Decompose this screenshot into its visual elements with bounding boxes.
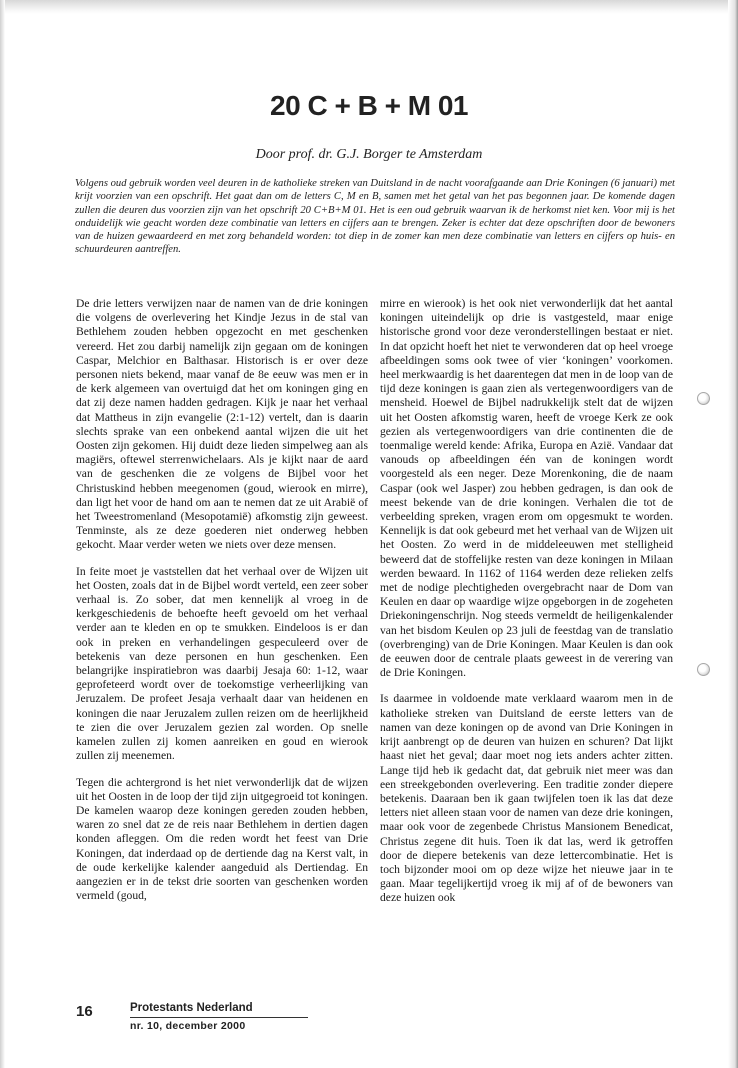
column-right (380, 297, 673, 918)
column-left (76, 297, 368, 915)
left-paragraph-3: Tegen die achtergrond is het niet verwonderlijk dat de wijzen uit het Oosten in de loop der tijd zijn uitgegroeid tot koningen. De kamelen waarop deze koningen gereden zouden hebben, waren zo snel dat ze de reis naar Bethlehem in dertien dagen konden afleggen. Om die reden wordt het feest van Drie Koningen, dat inderdaad op de dertiende dag na Kerst valt, in de oude kerkelijke kalender aangeduid als Dertiendag. En aangezien er in de tekst drie soorten van geschenken worden vermeld (goud, (76, 775, 368, 903)
punch-hole-top (697, 392, 710, 405)
punch-hole-bottom (697, 663, 710, 676)
article-title: 20 C + B + M 01 (270, 90, 468, 121)
left-paragraph-1: De drie letters verwijzen naar de namen van de drie koningen die volgens de overlevering het Kindje Jezus in de stal van Bethlehem zouden hebben opgezocht en met geschenken vereerd. Het zou darbij namelijk zijn gegaan om de koningen Caspar, Melchior en Balthasar. Historisch is er over deze personen niets bekend, maar vanaf de 8e eeuw was men er in de kerk algemeen van overtuigd dat het om koningen ging en dat zij deze namen hadden gedragen. Kijk je naar het verhaal dat Mattheus in zijn evangelie (2:1-12) vertelt, dan is daarin slechts sprake van een onbekend aantal wijzen die uit het Oosten zijn gekomen. Hij duidt deze lieden simpelweg aan als magiërs, oftewel sterrenwichelaars. Als je kijkt naar de aard van de geschenken die ze volgens de Bijbel voor het Christuskind hebben meegenomen (goud, wierook en mirre), dan ligt het voor de hand om aan te nemen dat ze uit Arabië of het Tweestromenland (Mesopotamië) afkomstig zijn geweest. Tenminste, als ze deze goederen niet onderweg hebben gekocht. Maar verder weten we niets over deze mensen. (76, 297, 368, 552)
article-intro: Volgens oud gebruik worden veel deuren in de katholieke streken van Duitsland in de nacht voorafgaande aan Drie Koningen (6 januari) met krijt voorzien van een opschrift. Het gaat dan om de letters C, M en B, samen met het getal van het pas begonnen jaar. De komende dagen zullen die deuren dus voorzien zijn van het opschrift 20 C+B+M 01. Het is een oud gebruik waarvan ik de herkomst niet ken. Voor mij is het onduidelijk wie geacht worden deze combinatie van letters en cijfers aan te brengen. Zeker is echter dat deze opschriften door de bewoners van de huizen gewaardeerd en met zorg behandeld worden: tot diep in de zomer kan men deze combinatie van letters en cijfers op huis- en schuurdeuren aantreffen. (75, 178, 675, 256)
footer-rule (130, 1017, 308, 1018)
left-paragraph-2: In feite moet je vaststellen dat het verhaal over de Wijzen uit het Oosten, zoals dat in de Bijbel wordt verteld, een zeer sober verhaal is. Zo sober, dat men kennelijk al vroeg in de kerkgeschiedenis de behoefte heeft gevoeld om het verhaal verder aan te kleden en op te smukken. Eindeloos is er dan ook in preken en verhandelingen gespeculeerd over de betekenis van deze personen en hun geschenken. Een belangrijke inspiratiebron was daarbij Jesaja 60: 1-12, waar geprofeteerd wordt over de toekomstige verheerlijking van Jeruzalem. De profeet Jesaja verhaalt daar van heidenen en koningen die naar Jeruzalem zullen reizen om de heerlijkheid te zien die over Jeruzalem gezien zal worden. Op snelle kamelen zullen zij komen aanreiken en goud en wierook zullen zij meenemen. (76, 564, 368, 763)
article-byline: Door prof. dr. G.J. Borger te Amsterdam (255, 147, 483, 162)
right-paragraph-2: Is daarmee in voldoende mate verklaard waarom men in de katholieke streken van Duitsland de eerste letters van de namen van deze koningen op de avond van Drie Koningen in krijt aanbrengt op de deuren van huizen en schuren? Dat lijkt haast niet het geval; daar moet nog iets anders achter zitten. Lange tijd heb ik gedacht dat, dat gebruik niet meer was dan een streekgebonden overlevering. Een traditie zonder diepere betekenis. Daaraan ben ik gaan twijfelen toen ik las dat deze letters niet alleen staan voor de namen van deze drie koningen, maar ook voor de zegenbede Christus Mansionem Benedicat, Christus zegene dit huis. Toen ik dat las, werd ik getroffen door de diepere betekenis van deze lettercombinatie. Het is toch bijzonder mooi om op deze wijze het nieuwe jaar in te gaan. Maar tegelijkertijd vroeg ik mij af of de bewoners van deze huizen ook (380, 692, 673, 905)
journal-name: Protestants Nederland (130, 1002, 253, 1014)
page-edge-top (0, 0, 738, 14)
right-paragraph-1: mirre en wierook) is het ook niet verwonderlijk dat het aantal koningen uiteindelijk op drie is vastgesteld, maar enige historische grond voor deze veronderstellingen bestaat er niet. In dat opzicht hoeft het niet te verwonderen dat op heel vroege afbeeldingen soms ook twee of vier ‘koningen’ voorkomen. heel merkwaardig is het daarentegen dat men in de loop van de tijd deze koningen is gaan zien als vertegenwoordigers van de mensheid. Hoewel de Bijbel nadrukkelijk stelt dat de wijzen uit het Oosten afkomstig waren, heeft de vroege Kerk ze ook gezien als vertegenwoordigers van drie continenten die de toenmalige wereld kende: Afrika, Europa en Azië. Vandaar dat vanouds op afbeeldingen één van de koningen wordt voorgesteld als een neger. Deze Morenkoning, die de naam Caspar (ook wel Jasper) zou hebben gedragen, is dan ook de meest bekende van de drie koningen. Verhalen die tot de verbeelding spreken, vragen erom om opgesmukt te worden. Kennelijk is dat ook gebeurd met het verhaal van de Wijzen uit het Oosten. Zo werd in de middeleeuwen met stelligheid beweerd dat de stoffelijke resten van deze koningen in Milaan werden bewaard. In 1162 of 1164 werden deze relieken zelfs met de nodige plechtigheden overgebracht naar de Dom van Keulen en daar op waardige wijze opgeborgen in de zogeheten Driekoningenschrijn. Nog steeds vermeldt de heiligenkalender van het bisdom Keulen op 23 juli de feestdag van de translatio (overbrenging) van de Drie Koningen. Maar Keulen is dan ook de eeuwen door de centrale plaats geweest in de verering van de Drie Koningen. (380, 297, 673, 680)
journal-issue: nr. 10, december 2000 (130, 1020, 246, 1032)
page-number: 16 (76, 1003, 93, 1020)
